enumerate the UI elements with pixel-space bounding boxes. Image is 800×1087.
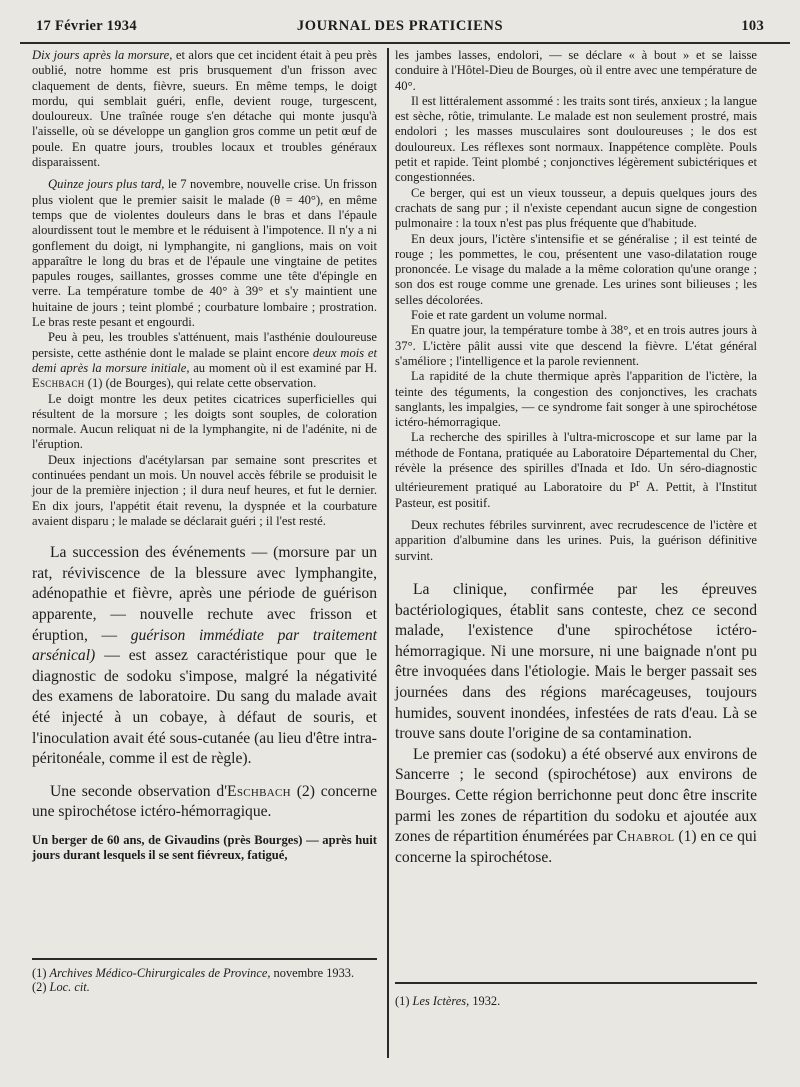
footnote-marker: (1) bbox=[395, 994, 413, 1008]
right-footnotes bbox=[395, 982, 757, 1008]
running-header bbox=[36, 18, 764, 38]
italic-phrase: deux mois et demi après la morsure initiale, bbox=[32, 345, 377, 375]
paragraph: En deux jours, l'ictère s'intensifie et se généralise ; il est teinté de rouge ; les pommettes, le cou, présentent une vaso-dilatation rouge prononcée. Le visage du malade a la même coloration qu'une orange ; son dos est rouge comme une grenade. Les urines sont bilieuses ; les selles décolorées. bbox=[395, 231, 757, 307]
right-column bbox=[395, 48, 757, 868]
paragraph: La rapidité de la chute thermique après l'apparition de l'ictère, la teinte des téguments, la congestion des conjonctives, les crachats sanglants, les impalgies, — ce syndrome fait songer à une spirochétose ictéro-hémorragique. bbox=[395, 369, 757, 430]
superscript: r bbox=[636, 478, 640, 490]
paragraph bbox=[32, 48, 377, 170]
author-name: Chabrol bbox=[616, 828, 675, 846]
paragraph: Le doigt montre les deux petites cicatrices superficielles qui résultent de la morsure ; les doigts sont souples, de coloration normale. Aucun reliquat ni de la lymphangite, ni de l'adénite, ni de l'éruption. bbox=[32, 391, 377, 452]
footnote-source: Loc. cit. bbox=[49, 980, 90, 994]
paragraph: En quatre jour, la température tombe à 38°, et en trois autres jours à 37°. L'ictère pâlit aussi vite que descend la fièvre. L'état général s'améliore ; l'intelligence et la parole reviennent. bbox=[395, 323, 757, 368]
author-name: Eschbach bbox=[32, 376, 85, 391]
header-rule bbox=[20, 42, 790, 44]
paragraph-text: le 7 novembre, nouvelle crise. Un frisson plus violent que le premier saisit le malade (θ = 40°), en même temps que de violentes douleurs dans le bras et dans l'épaule alourdissent tout le membre et le réduisent à l'impotence. Il n'y a ni gonflement du doigt, ni lymphangite, ni ganglions, mais on voit apparaître le long du bras et de l'épaule une vingtaine de petites papules rouges, saillantes, grosses comme une tête d'épingle en verre. La température tombe de 40° à 39° et s'y maintient une huitaine de jours ; teint plombé ; courbature lombaire ; prostration. Le bras reste pesant et engourdi. bbox=[32, 177, 378, 330]
footnote-text: novembre 1933. bbox=[270, 966, 355, 980]
paragraph: Foie et rate gardent un volume normal. bbox=[411, 308, 608, 323]
paragraph bbox=[32, 330, 377, 391]
observation-one bbox=[32, 48, 377, 529]
left-footnotes bbox=[32, 958, 377, 994]
italic-lead: Dix jours après la morsure, bbox=[32, 48, 173, 62]
paragraph-text: — est assez caractéristique pour que le diagnostic de sodoku s'impose, malgré la négativité des examens de laboratoire. Du sang du malade avait été injecté à un cobaye, à défaut de souris, et l'inoculation avait été sous-cutanée (au lieu d'être intra-péritonéale, comme il est de règle). bbox=[32, 647, 377, 768]
footnote-source: Archives Médico-Chirurgicales de Province, bbox=[49, 966, 271, 980]
paragraph: Deux injections d'acétylarsan par semaine sont prescrites et continuées pendant un mois. Un nouvel accès fébrile se produisit le jour de la première injection ; il dura neuf heures, et fut le dernier. En dix jours, l'appétit était revenu, la dyspnée et la courbature avaient disparu ; le malade se déclarait guéri ; il l'est resté. bbox=[32, 452, 377, 528]
paragraph-text: au moment où il est examiné par H. bbox=[189, 360, 377, 375]
footnote-source: Les Ictères, bbox=[412, 994, 470, 1008]
paragraph: Ce berger, qui est un vieux tousseur, a depuis quelques jours des crachats de sang pur ; il n'existe cependant aucun signe de congestion pulmonaire : la toux n'est pas plus fréquente que d'habitude. bbox=[395, 185, 757, 231]
footnote-1 bbox=[32, 966, 377, 980]
left-column bbox=[32, 48, 377, 864]
footnote-marker: (1) bbox=[32, 966, 50, 980]
paragraph-text: Peu à peu, les troubles s'atténuent, mais l'asthénie douloureuse persiste, cette asthénie dont le malade se plaint encore bbox=[32, 330, 377, 360]
paragraph bbox=[395, 745, 757, 869]
paragraph: Deux rechutes fébriles survinrent, avec recrudescence de l'ictère et apparition d'albumine dans les urines. Puis, la guérison définitive survint. bbox=[395, 518, 757, 563]
header-date: 17 Février 1934 bbox=[36, 18, 137, 34]
footnote-2 bbox=[32, 980, 377, 994]
italic-lead: Quinze jours plus tard, bbox=[48, 177, 165, 192]
footnote-1 bbox=[395, 994, 757, 1008]
paragraph-text: et alors que cet incident était à peu près oublié, notre homme est pris brusquement d'un frisson avec claquement de dents, fièvre, sueurs. En même temps, le doigt mordu, qui semblait guéri, enfle, devient rouge, turgescent, douloureux. Une traînée rouge s'en détache qui monte jusqu'à l'aisselle, où se développe un ganglion gros comme un petit œuf de poule. En quatre jours, troubles locaux et troubles généraux disparaissent. bbox=[32, 48, 378, 170]
page-number: 103 bbox=[741, 18, 764, 34]
paragraph-text: Le premier cas (sodoku) a été observé aux environs de Sancerre ; le second (spirochétose) aux environs de Bourges. Cette région berrichonne peut donc être inscrite parmi les zones de répartition du sodoku et ajoutée aux zones de répartition énumérées par bbox=[395, 745, 757, 846]
footnote-text: 1932. bbox=[469, 994, 501, 1008]
footnote-rule bbox=[32, 958, 377, 960]
paragraph bbox=[32, 177, 377, 330]
paragraph bbox=[395, 430, 757, 511]
italic-phrase: guérison immédiate par traitement arsénical) bbox=[32, 626, 377, 665]
column-divider bbox=[387, 48, 389, 1058]
commentary bbox=[32, 543, 377, 823]
paragraph-text: Une seconde observation d' bbox=[50, 782, 228, 800]
journal-title: JOURNAL DES PRATICIENS bbox=[296, 18, 504, 34]
paragraph: La clinique, confirmée par les épreuves bactériologiques, établit sans conteste, chez ce second malade, l'existence d'une spirochétose ictéro-hémorragique. Ni une morsure, ni une baignade n'ont pu être invoquées dans l'étiologie. Mais le berger passait ses journées dans des régions marécageuses, toujours humides, souvent inondées, infestées de rats d'eau. Là se trouve sans doute l'origine de sa contamination. bbox=[395, 580, 757, 743]
observation-two bbox=[395, 48, 757, 564]
paragraph-text: A. Pettit, à l'Institut Pasteur, est positif. bbox=[395, 480, 758, 510]
paragraph-text: (1) en ce qui concerne la spirochétose. bbox=[395, 828, 758, 866]
observation-two-lead: Un berger de 60 ans, de Givaudins (près Bourges) — après huit jours durant lesquels il se sent fiévreux, fatigué, bbox=[32, 832, 377, 863]
author-name: Eschbach bbox=[227, 782, 291, 800]
footnote-rule bbox=[395, 982, 757, 984]
paragraph: Il est littéralement assommé : les traits sont tirés, anxieux ; la langue est sèche, rôtie, trimulante. Le malade est non seulement prostré, mais endolori ; les masses musculaires sont douloureuses ; le dos est douloureux. Les réflexes sont normaux. Inappétence complète. Pouls petit et rapide. Teint plombé ; conjonctives légèrement subictériques et congestionnées. bbox=[395, 93, 757, 185]
paragraph bbox=[32, 782, 377, 823]
paragraph-text: La succession des événements — (morsure par un rat, réviviscence de la blessure avec lymphangite, adénopathie et fièvre, après une période de guérison apparente, — nouvelle rechute avec frisson et éruption, — bbox=[32, 544, 377, 644]
paragraph-text: (1) (de Bourges), qui relate cette observation. bbox=[84, 376, 317, 391]
paragraph-text: La recherche des spirilles à l'ultra-microscope et sur lame par la méthode de Fontana, pratiquée au Laboratoire Départemental du Cher, révèle la présence des spirilles d'Inada et Ido. Un séro-diagnostic ultérieurement pratiqué au Laboratoire du P bbox=[395, 430, 757, 495]
paragraph bbox=[32, 543, 377, 770]
paragraph-text: (2) concerne une spirochétose ictéro-hémorragique. bbox=[32, 782, 377, 821]
footnote-marker: (2) bbox=[32, 980, 50, 994]
conclusion bbox=[395, 580, 757, 868]
paragraph: les jambes lasses, endolori, — se déclare « à bout » et se laisse conduire à l'Hôtel-Dieu de Bourges, où il entre avec une température de 40°. bbox=[395, 48, 757, 93]
